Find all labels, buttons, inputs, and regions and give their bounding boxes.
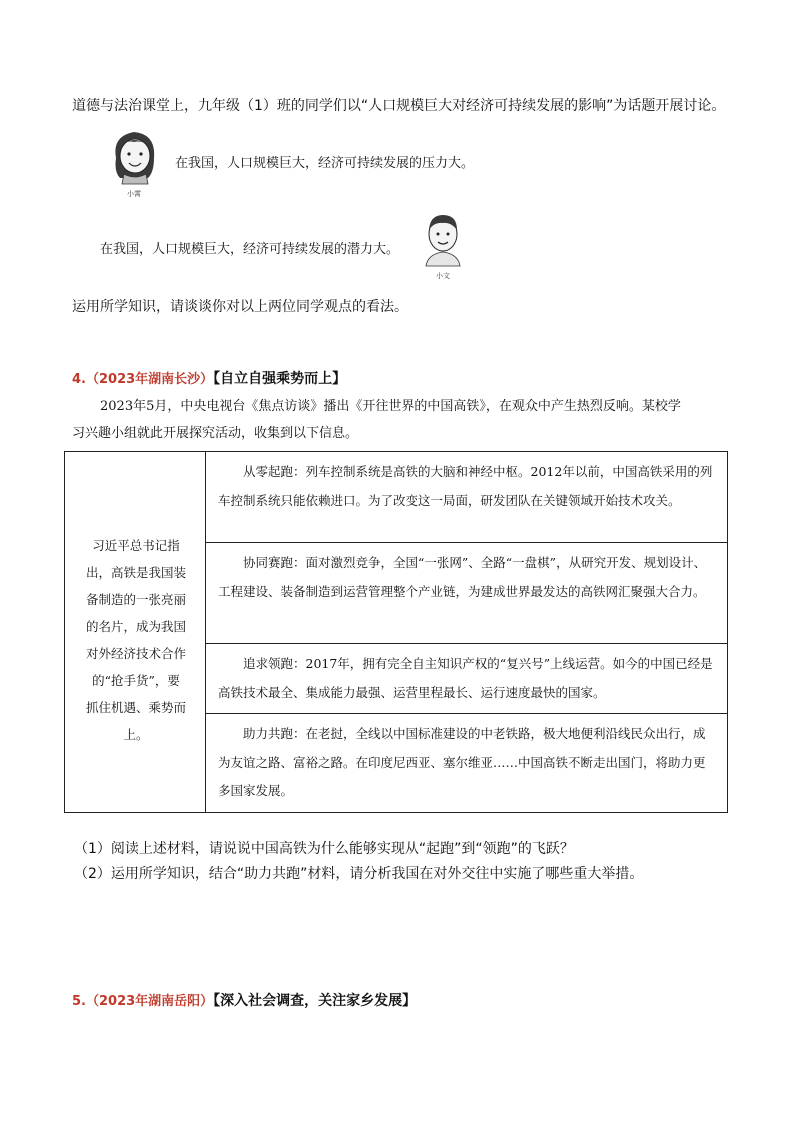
girl-speech: 在我国，人口规模巨大，经济可持续发展的压力大。 <box>175 156 475 171</box>
question-4-sub-2: （2）运用所学知识，结合“助力共跑”材料，请分析我国在对外交往中实施了哪些重大举措。 <box>74 866 644 882</box>
question-4-sub-1: （1）阅读上述材料，请说说中国高铁为什么能够实现从“起跑”到“领跑”的飞跃？ <box>74 841 574 857</box>
table-row-collaborate: 协同赛跑：面对激烈竞争，全国“一张网”、全路“一盘棋”，从研究开发、规划设计、工程建设、装备制造到运营管理整个产业链，为建成世界最发达的高铁网汇聚强大合力。 <box>206 543 727 644</box>
table-left-column <box>65 452 206 812</box>
table-row-start: 从零起跑：列车控制系统是高铁的大脑和神经中枢。2012年以前，中国高铁采用的列车控制系统只能依赖进口。为了改变这一局面，研发团队在关键领域开始技术攻关。 <box>206 452 727 543</box>
question-4-header <box>72 368 346 388</box>
table-row-run-together: 助力共跑：在老挝，全线以中国标准建设的中老铁路，极大地便利沿线民众出行，成为友谊之路、富裕之路。在印度尼西亚、塞尔维亚……中国高铁不断走出国门，将助力更多国家发展。 <box>218 726 706 798</box>
table-left-quote: 习近平总书记指出，高铁是我国装备制造的一张亮丽的名片，成为我国对外经济技术合作的“抢手货”，要抓住机遇、乘势而上。 <box>86 538 187 742</box>
question-4-topic: 【自立自强乘势而上】 <box>213 371 347 387</box>
question-4-intro-line2: 习兴趣小组就此开展探究活动，收集到以下信息。 <box>72 426 359 441</box>
discussion-intro: 道德与法治课堂上，九年级（1）班的同学们以“人口规模巨大对经济可持续发展的影响”为话题开展讨论。 <box>72 98 726 114</box>
girl-caption: 小霄 <box>127 190 141 198</box>
question-4-intro-line1: 2023年5月，中央电视台《焦点访谈》播出《开往世界的中国高铁》，在观众中产生热烈反响。某校学 <box>100 399 681 414</box>
girl-face-icon <box>108 128 160 186</box>
question-4-number: 4.（2023年湖南长沙） <box>72 372 214 387</box>
boy-caption: 小文 <box>436 272 450 280</box>
question-5-topic: 【深入社会调查，关注家乡发展】 <box>213 993 417 1009</box>
question-5-header <box>72 990 416 1010</box>
boy-speech: 在我国，人口规模巨大，经济可持续发展的潜力大。 <box>100 242 400 257</box>
question-3-prompt: 运用所学知识，请谈谈你对以上两位同学观点的看法。 <box>72 299 408 315</box>
girl-avatar <box>108 128 160 190</box>
boy-avatar <box>420 210 466 272</box>
boy-face-icon <box>420 210 466 268</box>
info-table <box>64 451 728 813</box>
table-row-lead: 追求领跑：2017年，拥有完全自主知识产权的“复兴号”上线运营。如今的中国已经是高铁技术最全、集成能力最强、运营里程最长、运行速度最快的国家。 <box>206 644 727 714</box>
question-5-number: 5.（2023年湖南岳阳） <box>72 994 214 1009</box>
